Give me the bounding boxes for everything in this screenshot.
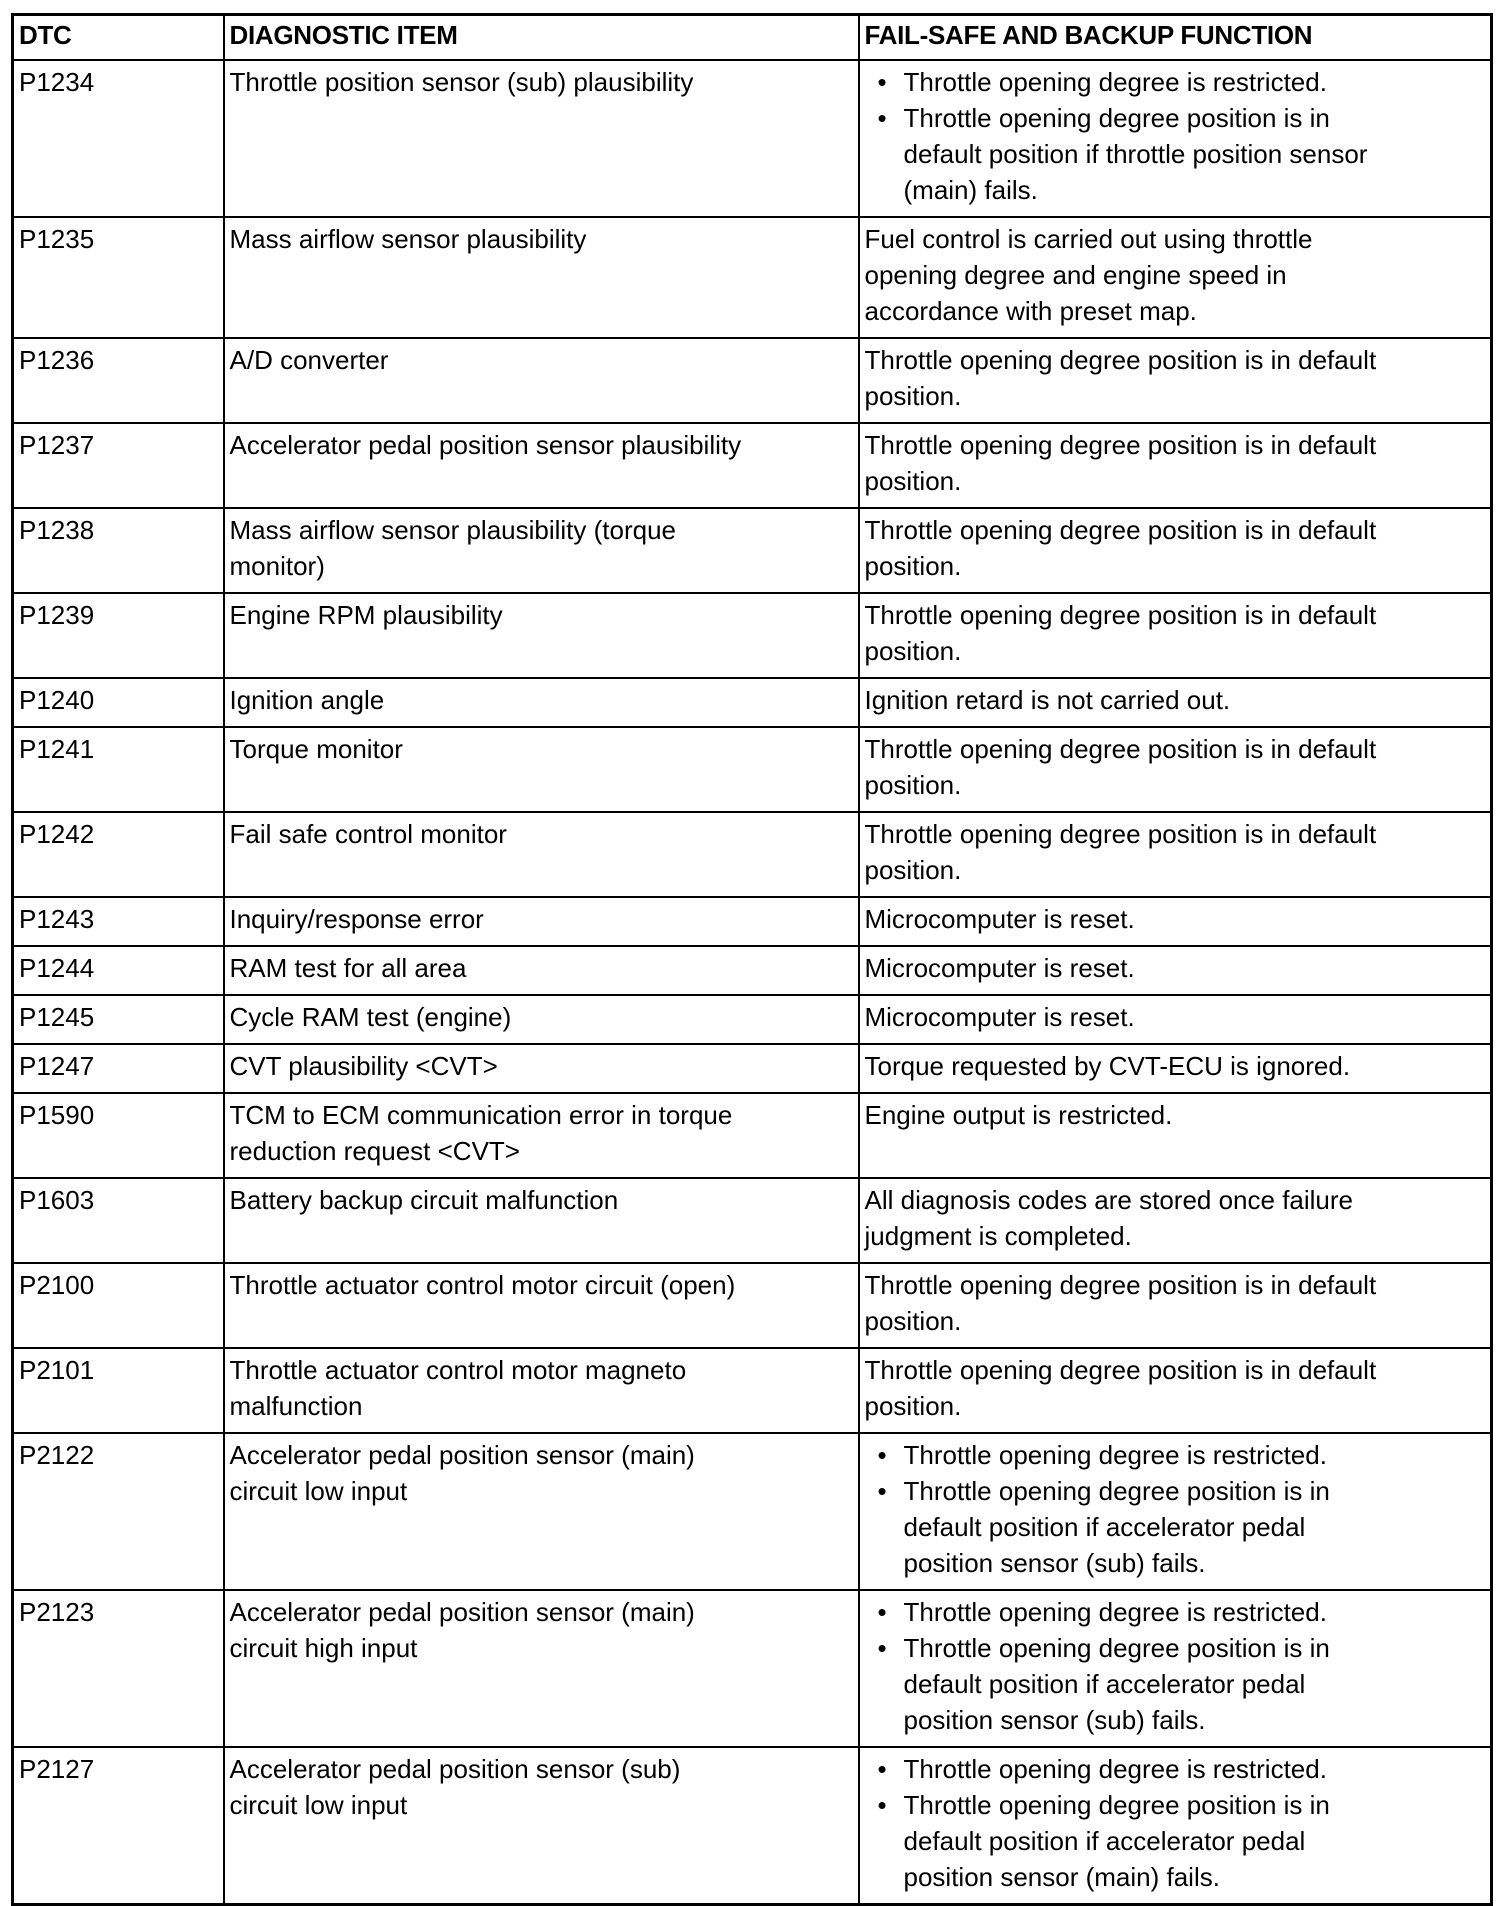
diagnostic-item: CVT plausibility <CVT> [224,1044,859,1093]
table-row [13,1093,1492,1178]
diagnostic-item: Torque monitor [224,727,859,812]
header-row [13,15,1492,61]
table-row [13,593,1492,678]
fail-safe-function: Ignition retard is not carried out. [859,678,1492,727]
fail-safe-function: Throttle opening degree position is in default position. [859,812,1492,897]
fail-safe-function [859,1590,1492,1747]
dtc-code: P2122 [13,1433,224,1590]
dtc-code: P1240 [13,678,224,727]
diagnostic-item: Engine RPM plausibility [224,593,859,678]
table-row [13,1044,1492,1093]
table-row [13,995,1492,1044]
table-row [13,338,1492,423]
fail-safe-function: Fuel control is carried out using throttle opening degree and engine speed in accordance with preset map. [859,217,1492,338]
dtc-code: P1245 [13,995,224,1044]
fail-safe-function: Throttle opening degree position is in default position. [859,423,1492,508]
diagnostic-item: Accelerator pedal position sensor plausibility [224,423,859,508]
fail-safe-function: Throttle opening degree position is in default position. [859,1263,1492,1348]
fail-safe-function: Throttle opening degree position is in default position. [859,508,1492,593]
dtc-code: P1237 [13,423,224,508]
dtc-code: P2101 [13,1348,224,1433]
dtc-code: P1243 [13,897,224,946]
header-fail-safe-function: FAIL-SAFE AND BACKUP FUNCTION [859,15,1492,61]
dtc-fail-safe-table [11,13,1493,1906]
bullet-list [865,1751,1486,1895]
diagnostic-item: Throttle actuator control motor magneto malfunction [224,1348,859,1433]
dtc-code: P1236 [13,338,224,423]
header-dtc: DTC [13,15,224,61]
diagnostic-item: A/D converter [224,338,859,423]
table-row [13,897,1492,946]
fail-safe-function [859,1433,1492,1590]
bullet-item: • Throttle opening degree is restricted. [865,1751,1486,1787]
header-diagnostic-item: DIAGNOSTIC ITEM [224,15,859,61]
table-row [13,217,1492,338]
bullet-item: • Throttle opening degree is restricted. [865,64,1486,100]
bullet-item: • Throttle opening degree position is in default position if throttle position sensor (main) fails. [865,100,1486,208]
table-row [13,423,1492,508]
table-row [13,812,1492,897]
bullet-list [865,64,1486,208]
dtc-code: P1244 [13,946,224,995]
dtc-code: P2123 [13,1590,224,1747]
fail-safe-function [859,60,1492,217]
table-row [13,1263,1492,1348]
bullet-list [865,1437,1486,1581]
diagnostic-item: Fail safe control monitor [224,812,859,897]
table-row [13,1747,1492,1905]
fail-safe-function: Microcomputer is reset. [859,946,1492,995]
diagnostic-item: Battery backup circuit malfunction [224,1178,859,1263]
diagnostic-item: TCM to ECM communication error in torque reduction request <CVT> [224,1093,859,1178]
table-row [13,1590,1492,1747]
bullet-item: • Throttle opening degree position is in default position if accelerator pedal position sensor (main) fails. [865,1787,1486,1895]
diagnostic-item: Cycle RAM test (engine) [224,995,859,1044]
diagnostic-item: Throttle actuator control motor circuit (open) [224,1263,859,1348]
bullet-item: • Throttle opening degree position is in default position if accelerator pedal position sensor (sub) fails. [865,1630,1486,1738]
dtc-code: P2127 [13,1747,224,1905]
fail-safe-function: Throttle opening degree position is in default position. [859,727,1492,812]
fail-safe-function: Throttle opening degree position is in default position. [859,1348,1492,1433]
dtc-code: P1603 [13,1178,224,1263]
table-row [13,1178,1492,1263]
fail-safe-function: All diagnosis codes are stored once failure judgment is completed. [859,1178,1492,1263]
dtc-code: P1238 [13,508,224,593]
bullet-item: • Throttle opening degree is restricted. [865,1594,1486,1630]
fail-safe-function: Microcomputer is reset. [859,995,1492,1044]
diagnostic-item: Accelerator pedal position sensor (sub) circuit low input [224,1747,859,1905]
bullet-item: • Throttle opening degree is restricted. [865,1437,1486,1473]
fail-safe-function: Engine output is restricted. [859,1093,1492,1178]
diagnostic-item: Inquiry/response error [224,897,859,946]
table-row [13,946,1492,995]
dtc-code: P1590 [13,1093,224,1178]
diagnostic-item: RAM test for all area [224,946,859,995]
table-row [13,60,1492,217]
table-row [13,1433,1492,1590]
dtc-code: P1234 [13,60,224,217]
diagnostic-item: Throttle position sensor (sub) plausibility [224,60,859,217]
diagnostic-item: Ignition angle [224,678,859,727]
fail-safe-function: Torque requested by CVT-ECU is ignored. [859,1044,1492,1093]
fail-safe-function [859,1747,1492,1905]
table-row [13,678,1492,727]
table-row [13,727,1492,812]
diagnostic-item: Accelerator pedal position sensor (main) circuit low input [224,1433,859,1590]
diagnostic-item: Mass airflow sensor plausibility (torque monitor) [224,508,859,593]
diagnostic-item: Mass airflow sensor plausibility [224,217,859,338]
fail-safe-function: Throttle opening degree position is in default position. [859,593,1492,678]
dtc-code: P1235 [13,217,224,338]
dtc-code: P1241 [13,727,224,812]
bullet-item: • Throttle opening degree position is in default position if accelerator pedal position sensor (sub) fails. [865,1473,1486,1581]
dtc-code: P1247 [13,1044,224,1093]
table-row [13,508,1492,593]
dtc-code: P1242 [13,812,224,897]
table-row [13,1348,1492,1433]
fail-safe-function: Microcomputer is reset. [859,897,1492,946]
bullet-list [865,1594,1486,1738]
diagnostic-item: Accelerator pedal position sensor (main) circuit high input [224,1590,859,1747]
fail-safe-function: Throttle opening degree position is in default position. [859,338,1492,423]
dtc-code: P1239 [13,593,224,678]
dtc-code: P2100 [13,1263,224,1348]
